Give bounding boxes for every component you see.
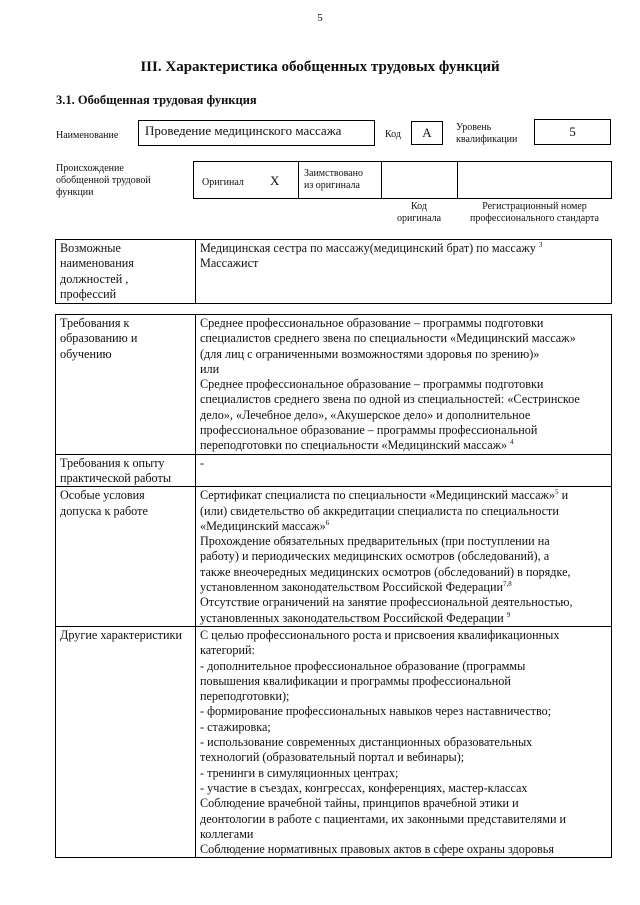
section-title: III. Характеристика обобщенных трудовых функций: [140, 59, 500, 75]
requirements-row-other: [56, 626, 612, 857]
experience-value: -: [196, 454, 612, 487]
requirements-row-admission: [56, 487, 612, 627]
level-value-box: [534, 119, 611, 145]
positions-label: Возможные наименования должностей , профессий: [56, 240, 196, 304]
education-value: Среднее профессиональное образование – программы подготовки специалистов среднего звена по специальности «Медицинский массаж» (для лиц с ограниченными возможностями здоровья по зрению)» или Среднее профессиональное образование – программы подготовки специалистов среднего звена по одной из специальностей: «Сестринское дело», «Лечебное дело», «Акушерское дело» и дополнительное профессиональное образование – программы профессиональной переподготовки по специальности «Медицинский массаж» $^4$: [196, 315, 612, 455]
requirements-row-experience: [56, 454, 612, 487]
positions-row: [56, 240, 612, 304]
requirements-table: [55, 314, 612, 858]
level-label: Уровень квалификации: [456, 122, 518, 145]
caption-registration-number: Регистрационный номер профессионального стандарта: [470, 201, 599, 224]
admission-value: Сертификат специалиста по специальности «Медицинский массаж»$^5$ и (или) свидетельство об аккредитации специалиста по специальности «Медицинский массаж»$^6$ Прохождение обязательных предварительных (при поступлении на работу) и периодических медицинских осмотров (обследований), а также внеочередных медицинских осмотров (обследований) в порядке, установленном законодательством Российской Федерации$^{7,8}$ Отсутствие ограничений на занятие профессиональной деятельностью, установленных законодательством Российской Федерации $^9$: [196, 487, 612, 627]
other-value: С целью профессионального роста и присвоения квалификационных категорий: - дополнительное профессиональное образование (программы повышения квалификации и программы профессиональной переподготовки); - формирование профессиональных навыков через наставничество; - стажировка; - использование современных дистанционных образовательных технологий (образовательный портал и вебинары); - тренинги в симуляционных центрах; - участие в съездах, конгрессах, конференциях, мастер-классах Соблюдение врачебной тайны, принципов врачебной этики и деонтологии в работе с пациентами, их законными представителями и коллегами Соблюдение нормативных правовых актов в сфере охраны здоровья: [196, 626, 612, 857]
borrowed-label: Заимствовано из оригинала: [304, 168, 363, 191]
level-value: 5: [569, 124, 576, 139]
admission-label: Особые условия допуска к работе: [56, 487, 196, 627]
name-value: Проведение медицинского массажа: [145, 123, 342, 138]
origin-label: Происхождение обобщенной трудовой функции: [56, 163, 151, 198]
code-value: А: [422, 125, 432, 140]
subsection-title: 3.1. Обобщенная трудовая функция: [56, 93, 257, 107]
original-label: Оригинал: [202, 177, 244, 188]
other-label: Другие характеристики: [56, 626, 196, 857]
education-label: Требования к образованию и обучению: [56, 315, 196, 455]
code-value-box: [411, 121, 443, 145]
page-number: 5: [317, 12, 323, 24]
requirements-row-education: [56, 315, 612, 455]
experience-label: Требования к опыту практической работы: [56, 454, 196, 487]
origin-divider-2: [381, 161, 382, 199]
origin-divider-1: [298, 161, 299, 199]
origin-box: [193, 161, 612, 199]
name-value-box: [138, 120, 375, 146]
caption-original-code: Код оригинала: [396, 201, 442, 224]
code-label: Код: [385, 129, 401, 140]
name-label: Наименование: [56, 130, 119, 141]
origin-divider-3: [457, 161, 458, 199]
positions-value: Медицинская сестра по массажу(медицинский брат) по массажу $^3$ Массажист: [196, 240, 612, 304]
original-mark: Х: [270, 173, 280, 188]
positions-table: [55, 239, 612, 304]
